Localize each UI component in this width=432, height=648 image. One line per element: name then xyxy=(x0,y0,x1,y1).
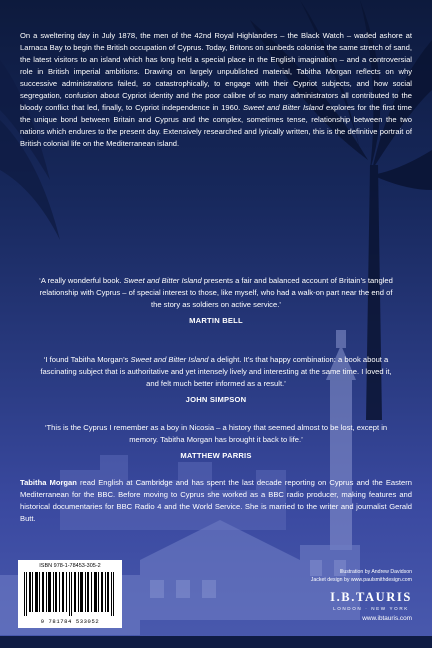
review-quote-1 xyxy=(36,275,396,327)
quote-author: JOHN SIMPSON xyxy=(185,395,247,404)
barcode-digits: 9 781784 533052 xyxy=(40,618,100,625)
author-name: Tabitha Morgan xyxy=(20,478,77,487)
jacket-design-credit: Jacket design by www.paulsmithdesign.com xyxy=(310,577,412,583)
publisher-name: I.B.TAURIS xyxy=(330,590,412,604)
back-cover-blurb xyxy=(20,30,412,150)
publisher-locations: LONDON · NEW YORK xyxy=(333,606,409,611)
quote-author: MARTIN BELL xyxy=(189,316,243,325)
quote-book-title: Sweet and Bitter Island xyxy=(130,355,209,364)
isbn-number: ISBN 978-1-78453-305-2 xyxy=(39,563,101,569)
cover-credits xyxy=(311,568,412,584)
quote-text: ‘This is the Cyprus I remember as a boy in Nicosia – a history that seemed almost to be lost, except in memory. Tabitha Morgan has brought it back to life.’ xyxy=(44,423,388,444)
isbn-barcode xyxy=(18,560,122,628)
blurb-book-title: Sweet and Bitter Island xyxy=(243,103,324,112)
review-quote-2 xyxy=(36,354,396,406)
quote-text: ‘A really wonderful book. xyxy=(39,276,122,285)
illustration-credit: Illustration by Andrew Davidson xyxy=(339,569,412,575)
quote-text: ‘I found Tabitha Morgan’s xyxy=(43,355,129,364)
barcode-icon xyxy=(24,572,116,616)
author-bio xyxy=(20,477,412,525)
review-quote-3 xyxy=(36,422,396,462)
publisher-url: www.ibtauris.com xyxy=(362,615,412,622)
blurb-text-part1: On a sweltering day in July 1878, the men of the 42nd Royal Highlanders – the Black Watch – waded ashore at Larnaca Bay to begin the British occupation of Cyprus. Today, Britons on sunbeds colonise the same stretch of sand, the latest visitors to an island which has long held a special place in the English imagination – and a controversial role in British imperial ambitions. Drawing on largely unpublished material, Tabitha Morgan reflects on why successive administrations failed, so catastrophically, to engage with their Cypriot subjects, and how social segregation, confusion about Cypriot identity and the poor calibre of so many administrators all contributed to the bloody conflict that led, finally, to Cypriot independence in 1960. xyxy=(20,31,412,112)
quote-text: a delight. It’s that happy combination: a book about a fascinating subject that is authoritative and yet intensely lively and interesting at the same time. I loved it, and felt much better informed as a result.’ xyxy=(40,355,392,388)
publisher-logo xyxy=(330,590,412,622)
blurb-text-part2: explores for the first time the unique bond between Britain and Cyprus and the complex, sometimes tense, relationship between the two nations which endures to the present day. Extensively researched and lyrically written, this is the definitive portrait of British colonial life on the Mediterranean island. xyxy=(20,103,412,148)
quote-author: MATTHEW PARRIS xyxy=(180,451,252,460)
quote-text: presents a fair and balanced account of Britain’s tangled relationship with Cyprus – of special interest to those, like myself, who had a walk-on part near the end of the story as soldiers on active service.’ xyxy=(39,276,393,309)
author-bio-text: read English at Cambridge and has spent the last decade reporting on Cyprus and the Eastern Mediterranean for the BBC. Before moving to Cyprus she worked as a BBC radio producer, making features and historical documentaries for BBC Radio 4 and the World Service. She is married to the writer and journalist Gerald Butt. xyxy=(20,478,412,523)
quote-book-title: Sweet and Bitter Island xyxy=(123,276,202,285)
